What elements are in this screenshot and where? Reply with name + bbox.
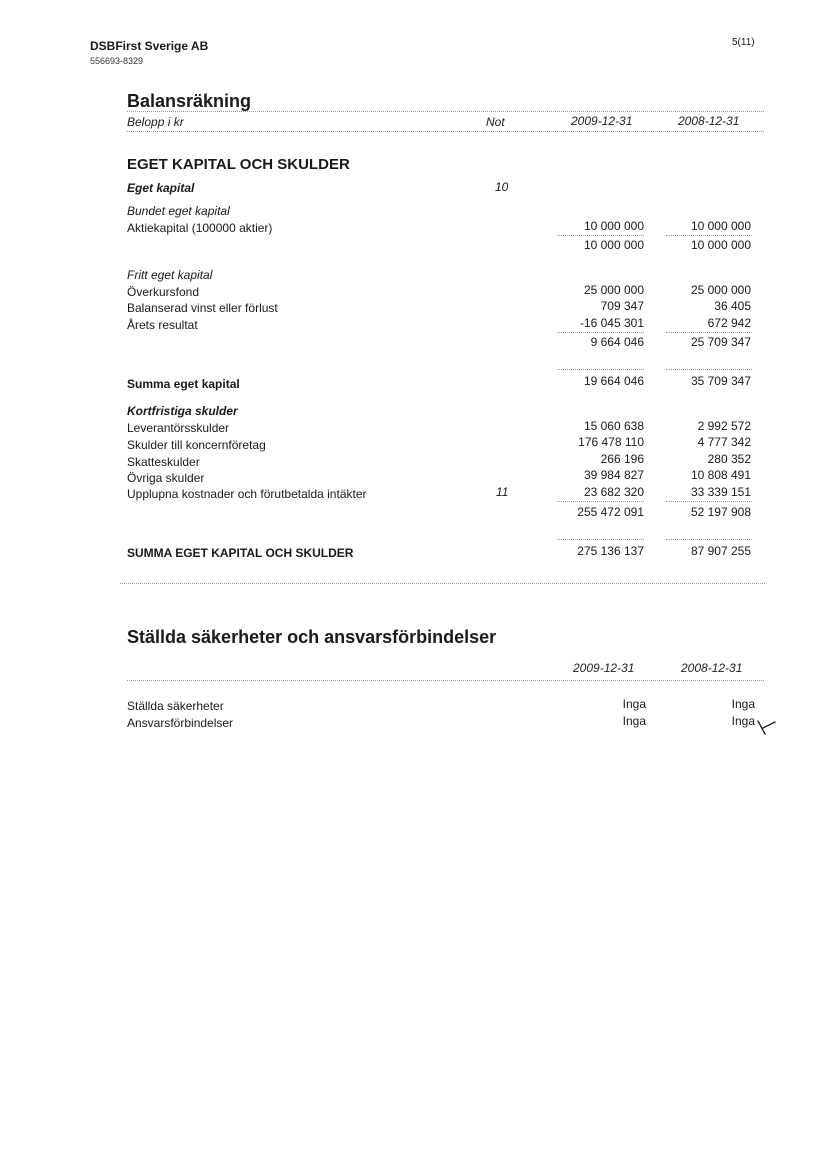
liability-row-2009: 176 478 110 xyxy=(578,435,644,449)
share-premium-2008: 25 000 000 xyxy=(690,283,751,297)
subtotal-rule xyxy=(557,501,644,502)
note-column-header: Not xyxy=(486,115,505,129)
pledged-row-2008: Inga xyxy=(731,714,755,728)
pledged-row-2009: Inga xyxy=(622,697,646,711)
pledged-row-2008: Inga xyxy=(731,697,755,711)
title-rule xyxy=(127,111,764,112)
year-result-2009: -16 045 301 xyxy=(579,316,644,330)
liability-row-note: 11 xyxy=(496,485,509,499)
total-equity-2009: 19 664 046 xyxy=(583,374,644,388)
liability-row-2009: 15 060 638 xyxy=(583,419,644,433)
total-rule xyxy=(666,539,752,540)
section-title: EGET KAPITAL OCH SKULDER xyxy=(127,156,350,173)
free-equity-total-2009: 9 664 046 xyxy=(590,335,644,349)
share-premium-2009: 25 000 000 xyxy=(583,283,644,297)
subtotal-rule xyxy=(666,501,752,502)
subtotal-rule xyxy=(666,235,752,236)
restricted-equity-heading: Bundet eget kapital xyxy=(127,204,230,218)
pledged-section-title: Ställda säkerheter och ansvarsförbindelser xyxy=(127,627,497,647)
short-term-total-2008: 52 197 908 xyxy=(690,505,751,519)
pledged-header-rule xyxy=(127,680,764,681)
liability-row-2008: 33 339 151 xyxy=(690,485,751,499)
grand-total-2009: 275 136 137 xyxy=(577,544,644,558)
liability-row-2008: 4 777 342 xyxy=(697,435,751,449)
restricted-total-2009: 10 000 000 xyxy=(583,238,644,252)
liability-row-label: Skulder till koncernföretag xyxy=(127,438,266,452)
short-term-liabilities-heading: Kortfristiga skulder xyxy=(127,404,238,418)
org-number: 556693-8329 xyxy=(90,56,144,66)
free-equity-heading: Fritt eget kapital xyxy=(127,268,213,282)
header-rule xyxy=(127,131,764,132)
free-equity-total-2008: 25 709 347 xyxy=(690,335,751,349)
grand-total-label: SUMMA EGET KAPITAL OCH SKULDER xyxy=(127,546,354,560)
share-capital-2009: 10 000 000 xyxy=(583,219,644,233)
pledged-row-label: Ställda säkerheter xyxy=(127,699,224,713)
retained-earnings-label: Balanserad vinst eller förlust xyxy=(127,301,278,315)
page-number: 5(11) xyxy=(732,37,755,48)
retained-earnings-2009: 709 347 xyxy=(600,299,644,313)
liability-row-2009: 39 984 827 xyxy=(583,468,644,482)
year2-column-header: 2008-12-31 xyxy=(678,114,740,128)
equity-note: 10 xyxy=(495,180,509,194)
total-rule xyxy=(666,369,752,370)
section-divider xyxy=(120,583,765,584)
liability-row-2009: 23 682 320 xyxy=(583,485,644,499)
amount-unit-label: Belopp i kr xyxy=(127,115,184,129)
company-name: DSBFirst Sverige AB xyxy=(90,39,209,53)
subtotal-rule xyxy=(666,332,752,333)
retained-earnings-2008: 36 405 xyxy=(714,299,751,313)
pledged-row-label: Ansvarsförbindelser xyxy=(127,716,234,730)
liability-row-label: Leverantörsskulder xyxy=(127,421,230,435)
share-capital-2008: 10 000 000 xyxy=(690,219,751,233)
liability-row-2008: 2 992 572 xyxy=(697,419,751,433)
subtotal-rule xyxy=(557,332,644,333)
liability-row-label: Övriga skulder xyxy=(127,471,205,485)
share-capital-label: Aktiekapital (100000 aktier) xyxy=(127,221,273,235)
share-premium-label: Överkursfond xyxy=(127,285,200,299)
restricted-total-2008: 10 000 000 xyxy=(690,238,751,252)
year-result-label: Årets resultat xyxy=(127,318,198,332)
total-equity-2008: 35 709 347 xyxy=(690,374,751,388)
liability-row-2008: 10 808 491 xyxy=(690,468,751,482)
total-rule xyxy=(557,369,644,370)
liability-row-2009: 266 196 xyxy=(600,452,644,466)
pledged-year1-header: 2009-12-31 xyxy=(573,661,635,675)
year1-column-header: 2009-12-31 xyxy=(571,114,633,128)
balance-sheet-title: Balansräkning xyxy=(127,91,252,111)
total-rule xyxy=(557,539,644,540)
pledged-year2-header: 2008-12-31 xyxy=(681,661,743,675)
year-result-2008: 672 942 xyxy=(707,316,751,330)
liability-row-label: Upplupna kostnader och förutbetalda intäkter xyxy=(127,487,367,501)
liability-row-2008: 280 352 xyxy=(707,452,751,466)
short-term-total-2009: 255 472 091 xyxy=(577,505,644,519)
subtotal-rule xyxy=(557,235,644,236)
grand-total-2008: 87 907 255 xyxy=(690,544,751,558)
pledged-row-2009: Inga xyxy=(622,714,646,728)
liability-row-label: Skatteskulder xyxy=(127,455,200,469)
total-equity-label: Summa eget kapital xyxy=(127,377,240,391)
handwritten-check-mark-icon xyxy=(755,718,779,738)
equity-heading: Eget kapital xyxy=(127,181,195,195)
